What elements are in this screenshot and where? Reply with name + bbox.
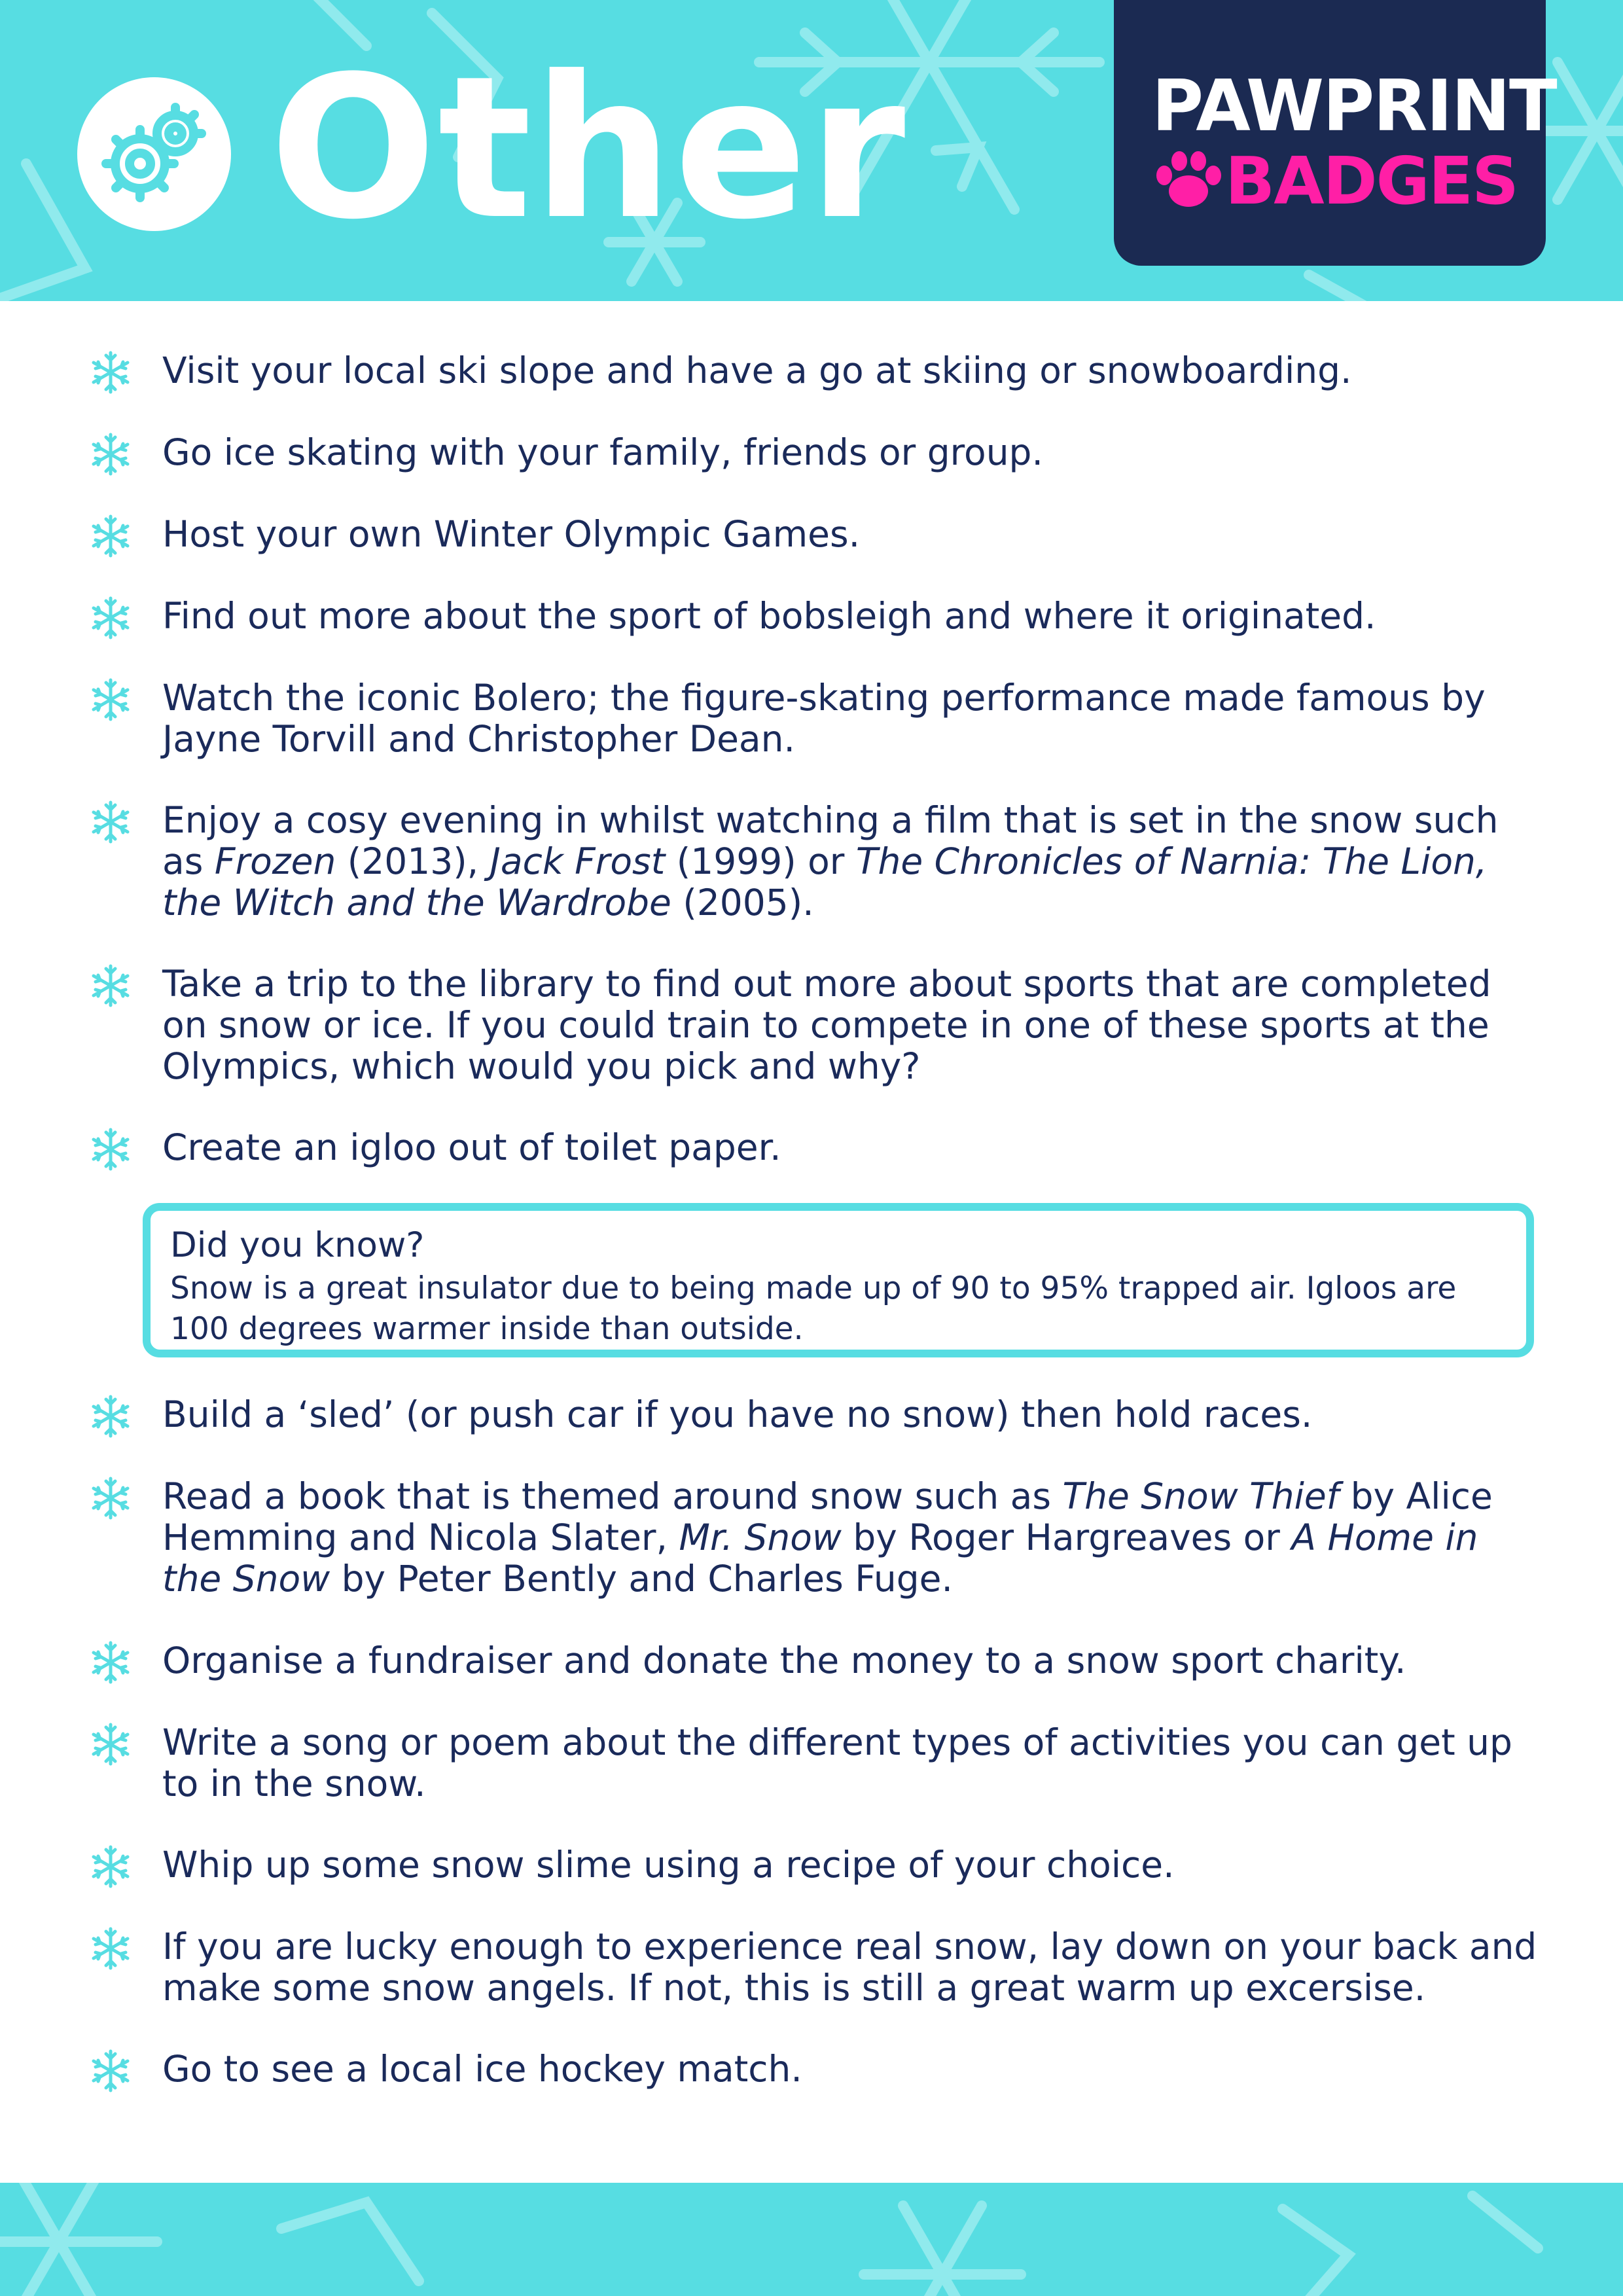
header-banner	[0, 0, 1623, 301]
item-text: Enjoy a cosy evening in whilst watching a film that is set in the snow such as Frozen (2013), Jack Frost (1999) or The Chronicles of Narnia: The Lion, the Witch and the Wardrobe (2005).	[162, 799, 1499, 924]
film-title: The Chronicles of Narnia: The Lion, the Witch and the Wardrobe	[162, 840, 1488, 924]
item-text: Go to see a local ice hockey match.	[162, 2048, 802, 2090]
item-text: If you are lucky enough to experience real snow, lay down on your back and make some snow angels. If not, this is still a great warm up excersise.	[162, 1926, 1537, 2009]
item-text: Take a trip to the library to find out more about sports that are completed on snow or ice. If you could train to compete in one of these sports at the Olympics, which would you pick and why?	[162, 963, 1491, 1087]
item-text: Find out more about the sport of bobsleigh and where it originated.	[162, 595, 1376, 637]
snowflake-icon	[90, 1925, 131, 1981]
book-title: Mr. Snow	[679, 1516, 842, 1558]
footer-banner	[0, 2183, 1623, 2296]
list-item	[162, 1722, 1543, 1804]
item-text: Read a book that is themed around snow such as The Snow Thief by Alice Hemming and Nicola Slater, Mr. Snow by Roger Hargreaves or A Home in the Snow by Peter Bently and Charles Fuge.	[162, 1475, 1493, 1600]
logo-text-top: PAWPRINT	[1152, 65, 1556, 147]
list-item	[162, 1127, 1543, 1168]
snowflake-icon	[90, 349, 131, 404]
snowflake-icon	[90, 1126, 131, 1181]
callout-title: Did you know?	[170, 1225, 425, 1265]
list-item	[162, 1926, 1543, 2009]
book-title: The Snow Thief	[1062, 1475, 1340, 1517]
item-text: Write a song or poem about the different types of activities you can get up to in the snow.	[162, 1721, 1512, 1804]
snowflake-icon	[90, 594, 131, 650]
list-item	[162, 1476, 1543, 1600]
list-item	[162, 800, 1543, 924]
film-title: Frozen	[214, 840, 336, 882]
list-item	[162, 2049, 1543, 2090]
list-item	[162, 596, 1543, 637]
snowflake-pattern	[0, 2183, 1623, 2296]
item-text: Watch the iconic Bolero; the figure-skating performance made famous by Jayne Torvill and Christopher Dean.	[162, 677, 1486, 760]
item-text: Go ice skating with your family, friends or group.	[162, 431, 1043, 473]
logo-text-bottom: BADGES	[1225, 143, 1518, 219]
list-item	[162, 1640, 1543, 1681]
snowflake-icon	[90, 2047, 131, 2103]
page-title: Other	[270, 34, 907, 262]
list-item	[162, 514, 1543, 555]
list-item	[162, 677, 1543, 760]
snowflake-icon	[90, 1843, 131, 1899]
item-text: Organise a fundraiser and donate the money to a snow sport charity.	[162, 1640, 1406, 1681]
list-item	[162, 1394, 1543, 1435]
book-title: A Home in the Snow	[162, 1516, 1478, 1600]
snowflake-icon	[90, 512, 131, 568]
snowflake-icon	[90, 962, 131, 1018]
list-item	[162, 963, 1543, 1087]
snowflake-icon	[90, 1393, 131, 1448]
did-you-know-callout	[143, 1203, 1534, 1357]
item-text: Host your own Winter Olympic Games.	[162, 513, 861, 555]
list-item	[162, 350, 1543, 391]
film-title: Jack Frost	[490, 840, 666, 882]
item-text: Visit your local ski slope and have a go at skiing or snowboarding.	[162, 350, 1352, 391]
snowflake-icon	[90, 431, 131, 486]
item-text: Create an igloo out of toilet paper.	[162, 1126, 781, 1168]
paw-icon	[1154, 149, 1223, 211]
list-item	[162, 432, 1543, 473]
pawprint-badges-logo	[1114, 0, 1556, 266]
item-text: Build a ‘sled’ (or push car if you have no snow) then hold races.	[162, 1393, 1313, 1435]
gears-icon	[77, 77, 231, 231]
snowflake-icon	[90, 676, 131, 732]
item-text: Whip up some snow slime using a recipe of your choice.	[162, 1844, 1175, 1886]
list-item	[162, 1844, 1543, 1886]
callout-body: Snow is a great insulator due to being made up of 90 to 95% trapped air. Igloos are 100 degrees warmer inside than outside.	[170, 1270, 1457, 1347]
snowflake-icon	[90, 1639, 131, 1695]
snowflake-icon	[90, 1475, 131, 1530]
snowflake-icon	[90, 1721, 131, 1776]
snowflake-icon	[90, 798, 131, 854]
